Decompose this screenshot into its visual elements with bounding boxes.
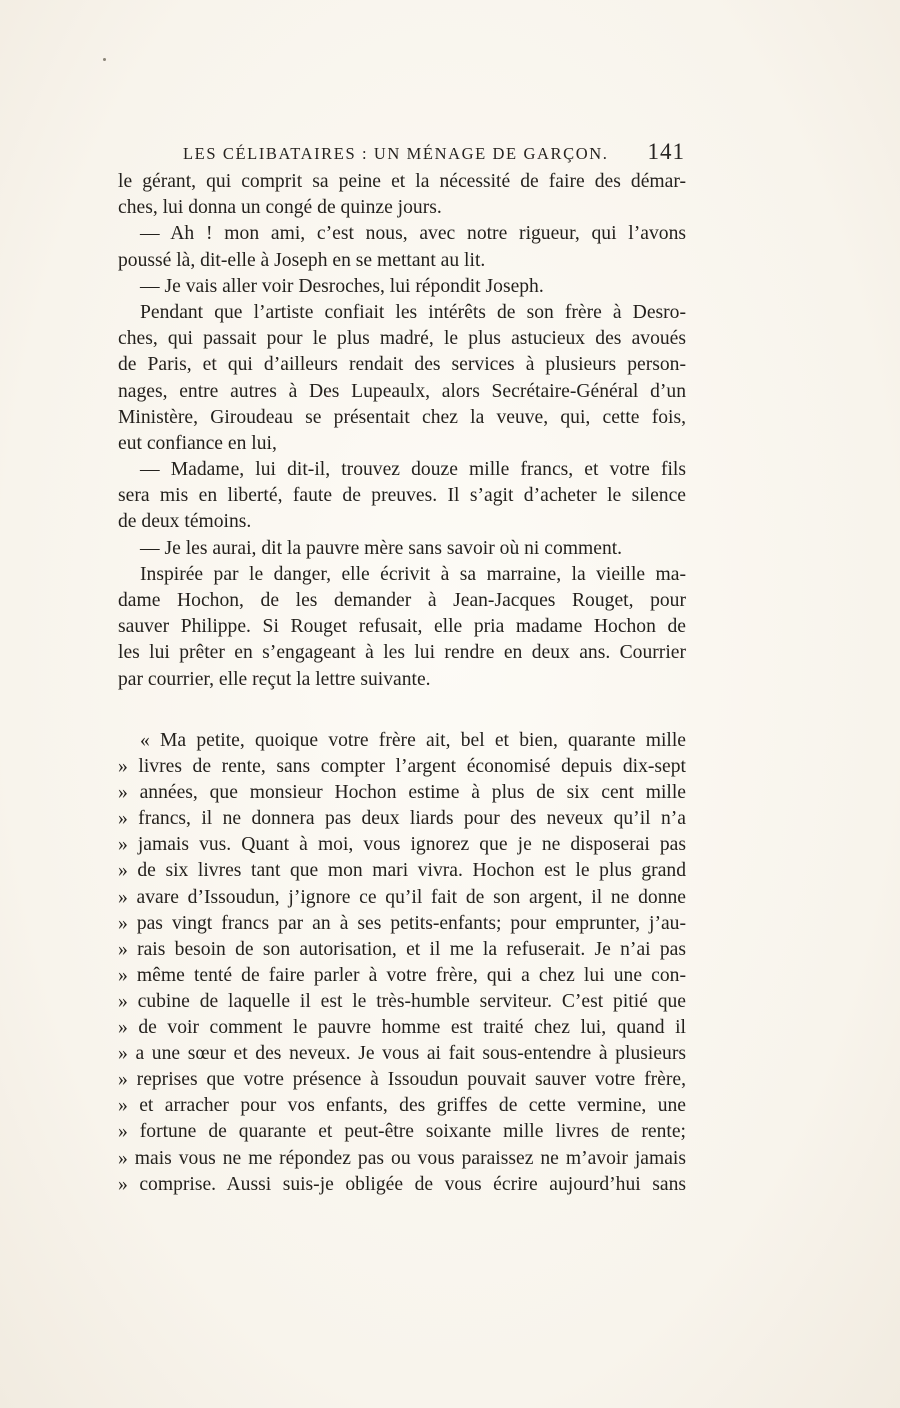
letter-line: » cubine de laquelle il est le très-humble serviteur. C’est pitié que [118, 990, 686, 1012]
narrative-line: par courrier, elle reçut la lettre suivante. [118, 668, 431, 690]
letter-line: » mais vous ne me répondez pas ou vous paraissez ne m’avoir jamais [118, 1147, 686, 1169]
narrative-line: sera mis en liberté, faute de preuves. Il s’agit d’acheter le silence [118, 485, 686, 507]
letter-line: » pas vingt francs par an à ses petits-enfants; pour emprunter, j’au- [118, 912, 686, 934]
narrative-line: les lui prêter en s’engageant à les lui rendre en deux ans. Courrier [118, 642, 686, 664]
letter-text [118, 728, 686, 1198]
letter-line: » avare d’Issoudun, j’ignore ce qu’il fait de son argent, il ne donne [118, 886, 686, 908]
narrative-line: — Ah ! mon ami, c’est nous, avec notre rigueur, qui l’avons [140, 223, 686, 245]
narrative-line: Inspirée par le danger, elle écrivit à sa marraine, la vieille ma- [140, 563, 686, 585]
narrative-line: — Je les aurai, dit la pauvre mère sans savoir où ni comment. [140, 537, 623, 559]
letter-line: » de voir comment le pauvre homme est traité chez lui, quand il [118, 1017, 686, 1039]
letter-line: » fortune de quarante et peut-être soixante mille livres de rente; [118, 1121, 686, 1143]
narrative-line: ches, qui passait pour le plus madré, le plus astucieux des avoués [118, 328, 686, 350]
narrative-line: Ministère, Giroudeau se présentait chez la veuve, qui, cette fois, [118, 406, 686, 428]
narrative-line: poussé là, dit-elle à Joseph en se mettant au lit. [118, 249, 486, 271]
letter-line: » rais besoin de son autorisation, et il me la refuserait. Je n’ai pas [118, 938, 686, 960]
narrative-line: dame Hochon, de les demander à Jean-Jacques Rouget, pour [118, 590, 686, 611]
narrative-line: de deux témoins. [118, 511, 252, 533]
narrative-line: — Je vais aller voir Desroches, lui répondit Joseph. [140, 275, 544, 297]
narrative-line: ches, lui donna un congé de quinze jours. [118, 197, 442, 219]
letter-line: » reprises que votre présence à Issoudun pouvait sauver votre frère, [118, 1069, 686, 1091]
narrative-text [118, 169, 686, 693]
letter-line: » livres de rente, sans compter l’argent économisé depuis dix-sept [118, 756, 686, 778]
letter-line: » et arracher pour vos enfants, des griffes de cette vermine, une [118, 1095, 686, 1117]
letter-line: » même tenté de faire parler à votre frère, qui a chez lui une con- [118, 964, 686, 986]
letter-line: » jamais vus. Quant à moi, vous ignorez que je ne disposerai pas [118, 834, 686, 856]
narrative-line: sauver Philippe. Si Rouget refusait, elle pria madame Hochon de [118, 616, 686, 638]
narrative-line: eut confiance en lui, [118, 432, 277, 454]
narrative-line: Pendant que l’artiste confiait les intérêts de son frère à Desro- [140, 301, 686, 323]
narrative-line: nages, entre autres à Des Lupeaulx, alors Secrétaire-Général d’un [118, 380, 686, 402]
running-title: LES CÉLIBATAIRES : UN MÉNAGE DE GARÇON. [183, 144, 609, 163]
running-header [183, 140, 685, 170]
letter-line: » années, que monsieur Hochon estime à plus de six cent mille [118, 782, 686, 804]
letter-line: » francs, il ne donnera pas deux liards pour des neveux qu’il n’a [118, 808, 686, 830]
letter-line: » a une sœur et des neveux. Je vous ai fait sous-entendre à plusieurs [118, 1043, 686, 1065]
narrative-line: — Madame, lui dit-il, trouvez douze mille francs, et votre fils [140, 459, 686, 481]
letter-line: « Ma petite, quoique votre frère ait, bel et bien, quarante mille [140, 730, 686, 751]
paper-speck [103, 58, 106, 61]
page-number: 141 [647, 139, 685, 164]
letter-line: » de six livres tant que mon mari vivra. Hochon est le plus grand [118, 860, 686, 882]
letter-line: » comprise. Aussi suis-je obligée de vous écrire aujourd’hui sans [118, 1173, 686, 1195]
narrative-line: de Paris, et qui d’ailleurs rendait des services à plusieurs person- [118, 354, 686, 376]
narrative-line: le gérant, qui comprit sa peine et la nécessité de faire des démar- [118, 171, 686, 192]
